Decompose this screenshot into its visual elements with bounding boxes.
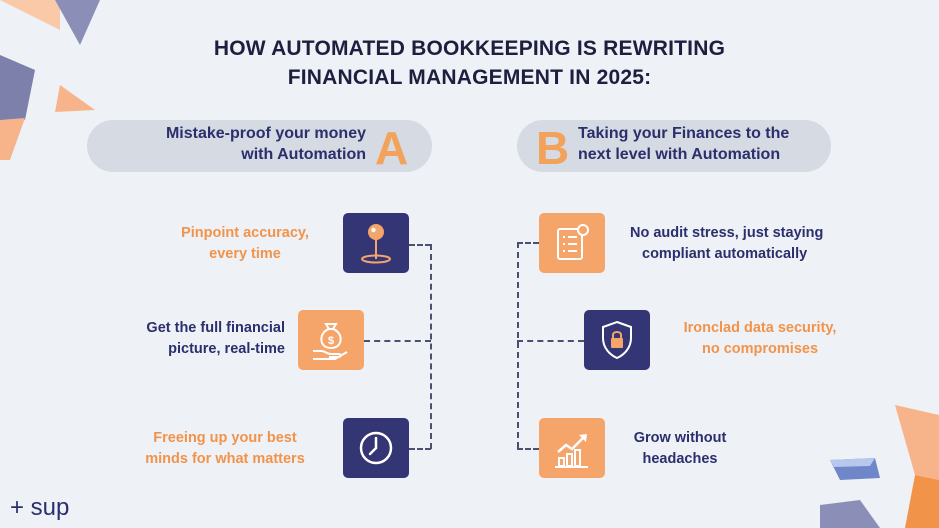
title-line-1: HOW AUTOMATED BOOKKEEPING IS REWRITING — [213, 37, 726, 60]
section-a-item-3-line-2: minds for what matters — [145, 451, 305, 467]
connector-a3 — [409, 448, 431, 450]
section-b-letter: B — [536, 122, 570, 174]
section-a-item-1-text — [160, 223, 330, 265]
connector-b2 — [517, 340, 584, 342]
section-a-item-1-tile — [343, 213, 409, 273]
section-a-heading-text — [100, 123, 366, 165]
connector-a1 — [409, 244, 431, 246]
decorative-shapes-bottom-right — [820, 400, 939, 528]
section-b-item-2-line-2: no compromises — [701, 341, 819, 357]
section-a-item-2-tile — [298, 310, 364, 370]
connector-a-spine — [430, 244, 432, 449]
section-a-letter: A — [375, 122, 409, 174]
section-a-heading-line-2: with Automation — [241, 146, 366, 163]
section-b-item-2-line-1: Ironclad data security, — [683, 320, 837, 336]
connector-b3 — [517, 448, 539, 450]
section-a-item-3-line-1: Freeing up your best — [153, 430, 297, 446]
section-b-item-2-text — [660, 318, 860, 360]
section-a-item-1-line-2: every time — [209, 246, 281, 262]
section-a-item-2-line-2: picture, real-time — [168, 341, 285, 357]
section-b-item-3-line-1: Grow without — [633, 430, 727, 446]
checklist-document-icon — [550, 221, 594, 265]
section-b-heading-text — [578, 123, 789, 165]
section-b-item-1-line-1: No audit stress, just staying — [630, 225, 824, 241]
section-b-item-2-tile — [584, 310, 650, 370]
connector-b-spine — [517, 242, 519, 448]
section-b-item-1-line-2: compliant automatically — [642, 246, 808, 262]
money-bag-hand-icon — [309, 318, 353, 362]
section-a-item-1-line-1: Pinpoint accuracy, — [181, 225, 309, 241]
growth-chart-icon — [550, 426, 594, 470]
connector-a2 — [364, 340, 431, 342]
connector-b1 — [517, 242, 539, 244]
clock-icon — [356, 428, 396, 468]
section-b-item-3-line-2: headaches — [642, 451, 718, 467]
page-title — [0, 34, 939, 92]
section-b-heading-line-1: Taking your Finances to the — [578, 125, 790, 142]
section-b-heading-line-2: next level with Automation — [578, 146, 781, 163]
section-b-item-1-tile — [539, 213, 605, 273]
section-a-item-2-line-1: Get the full financial — [146, 320, 285, 336]
shield-lock-icon — [597, 318, 637, 362]
section-a-item-3-tile — [343, 418, 409, 478]
section-b-item-1-text — [630, 223, 823, 265]
brand-logo: + sup — [10, 494, 70, 521]
title-line-2: FINANCIAL MANAGEMENT IN 2025: — [287, 66, 652, 89]
svg-text:$: $ — [327, 335, 335, 347]
section-a-item-3-text — [130, 428, 320, 470]
section-a-item-2-text — [100, 318, 285, 360]
map-pin-icon — [356, 221, 396, 265]
section-b-item-3-tile — [539, 418, 605, 478]
section-a-heading-line-1: Mistake-proof your money — [165, 125, 366, 142]
section-b-item-3-text — [615, 428, 745, 470]
